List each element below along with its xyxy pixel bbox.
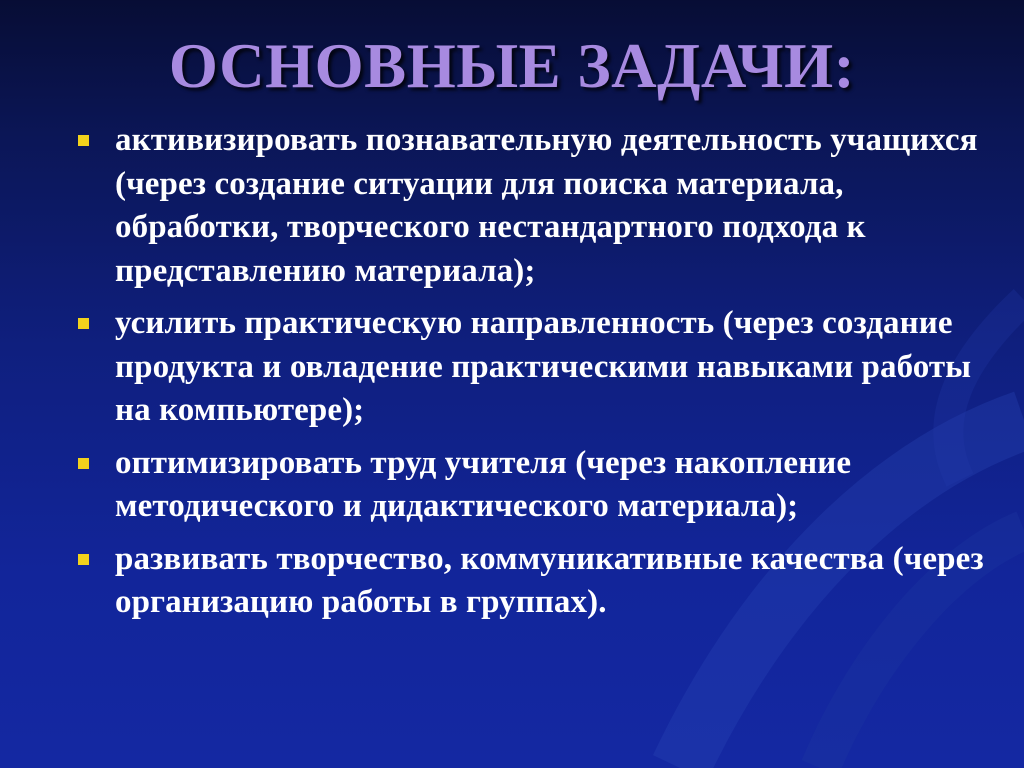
list-item-text: активизировать познавательную деятельность учащихся (через создание ситуации для поиска материала, обработки, творческого нестандартного подхода к представлению материала); [115,122,978,289]
list-item-text: развивать творчество, коммуникативные качества (через организацию работы в группах). [115,540,984,620]
list-item-text: усилить практическую направленность (через создание продукта и овладение практическими навыками работы на компьютере); [115,305,972,428]
list-item [78,302,998,433]
square-bullet-icon [78,458,89,469]
slide-title: ОСНОВНЫЕ ЗАДАЧИ: [168,31,856,101]
list-item [78,442,998,529]
square-bullet-icon [78,135,89,146]
square-bullet-icon [78,554,89,565]
list-item [78,538,998,625]
square-bullet-icon [78,318,89,329]
tasks-list [78,119,998,634]
list-item [78,119,998,293]
list-item-text: оптимизировать труд учителя (через накопление методического и дидактического материала); [115,444,852,524]
